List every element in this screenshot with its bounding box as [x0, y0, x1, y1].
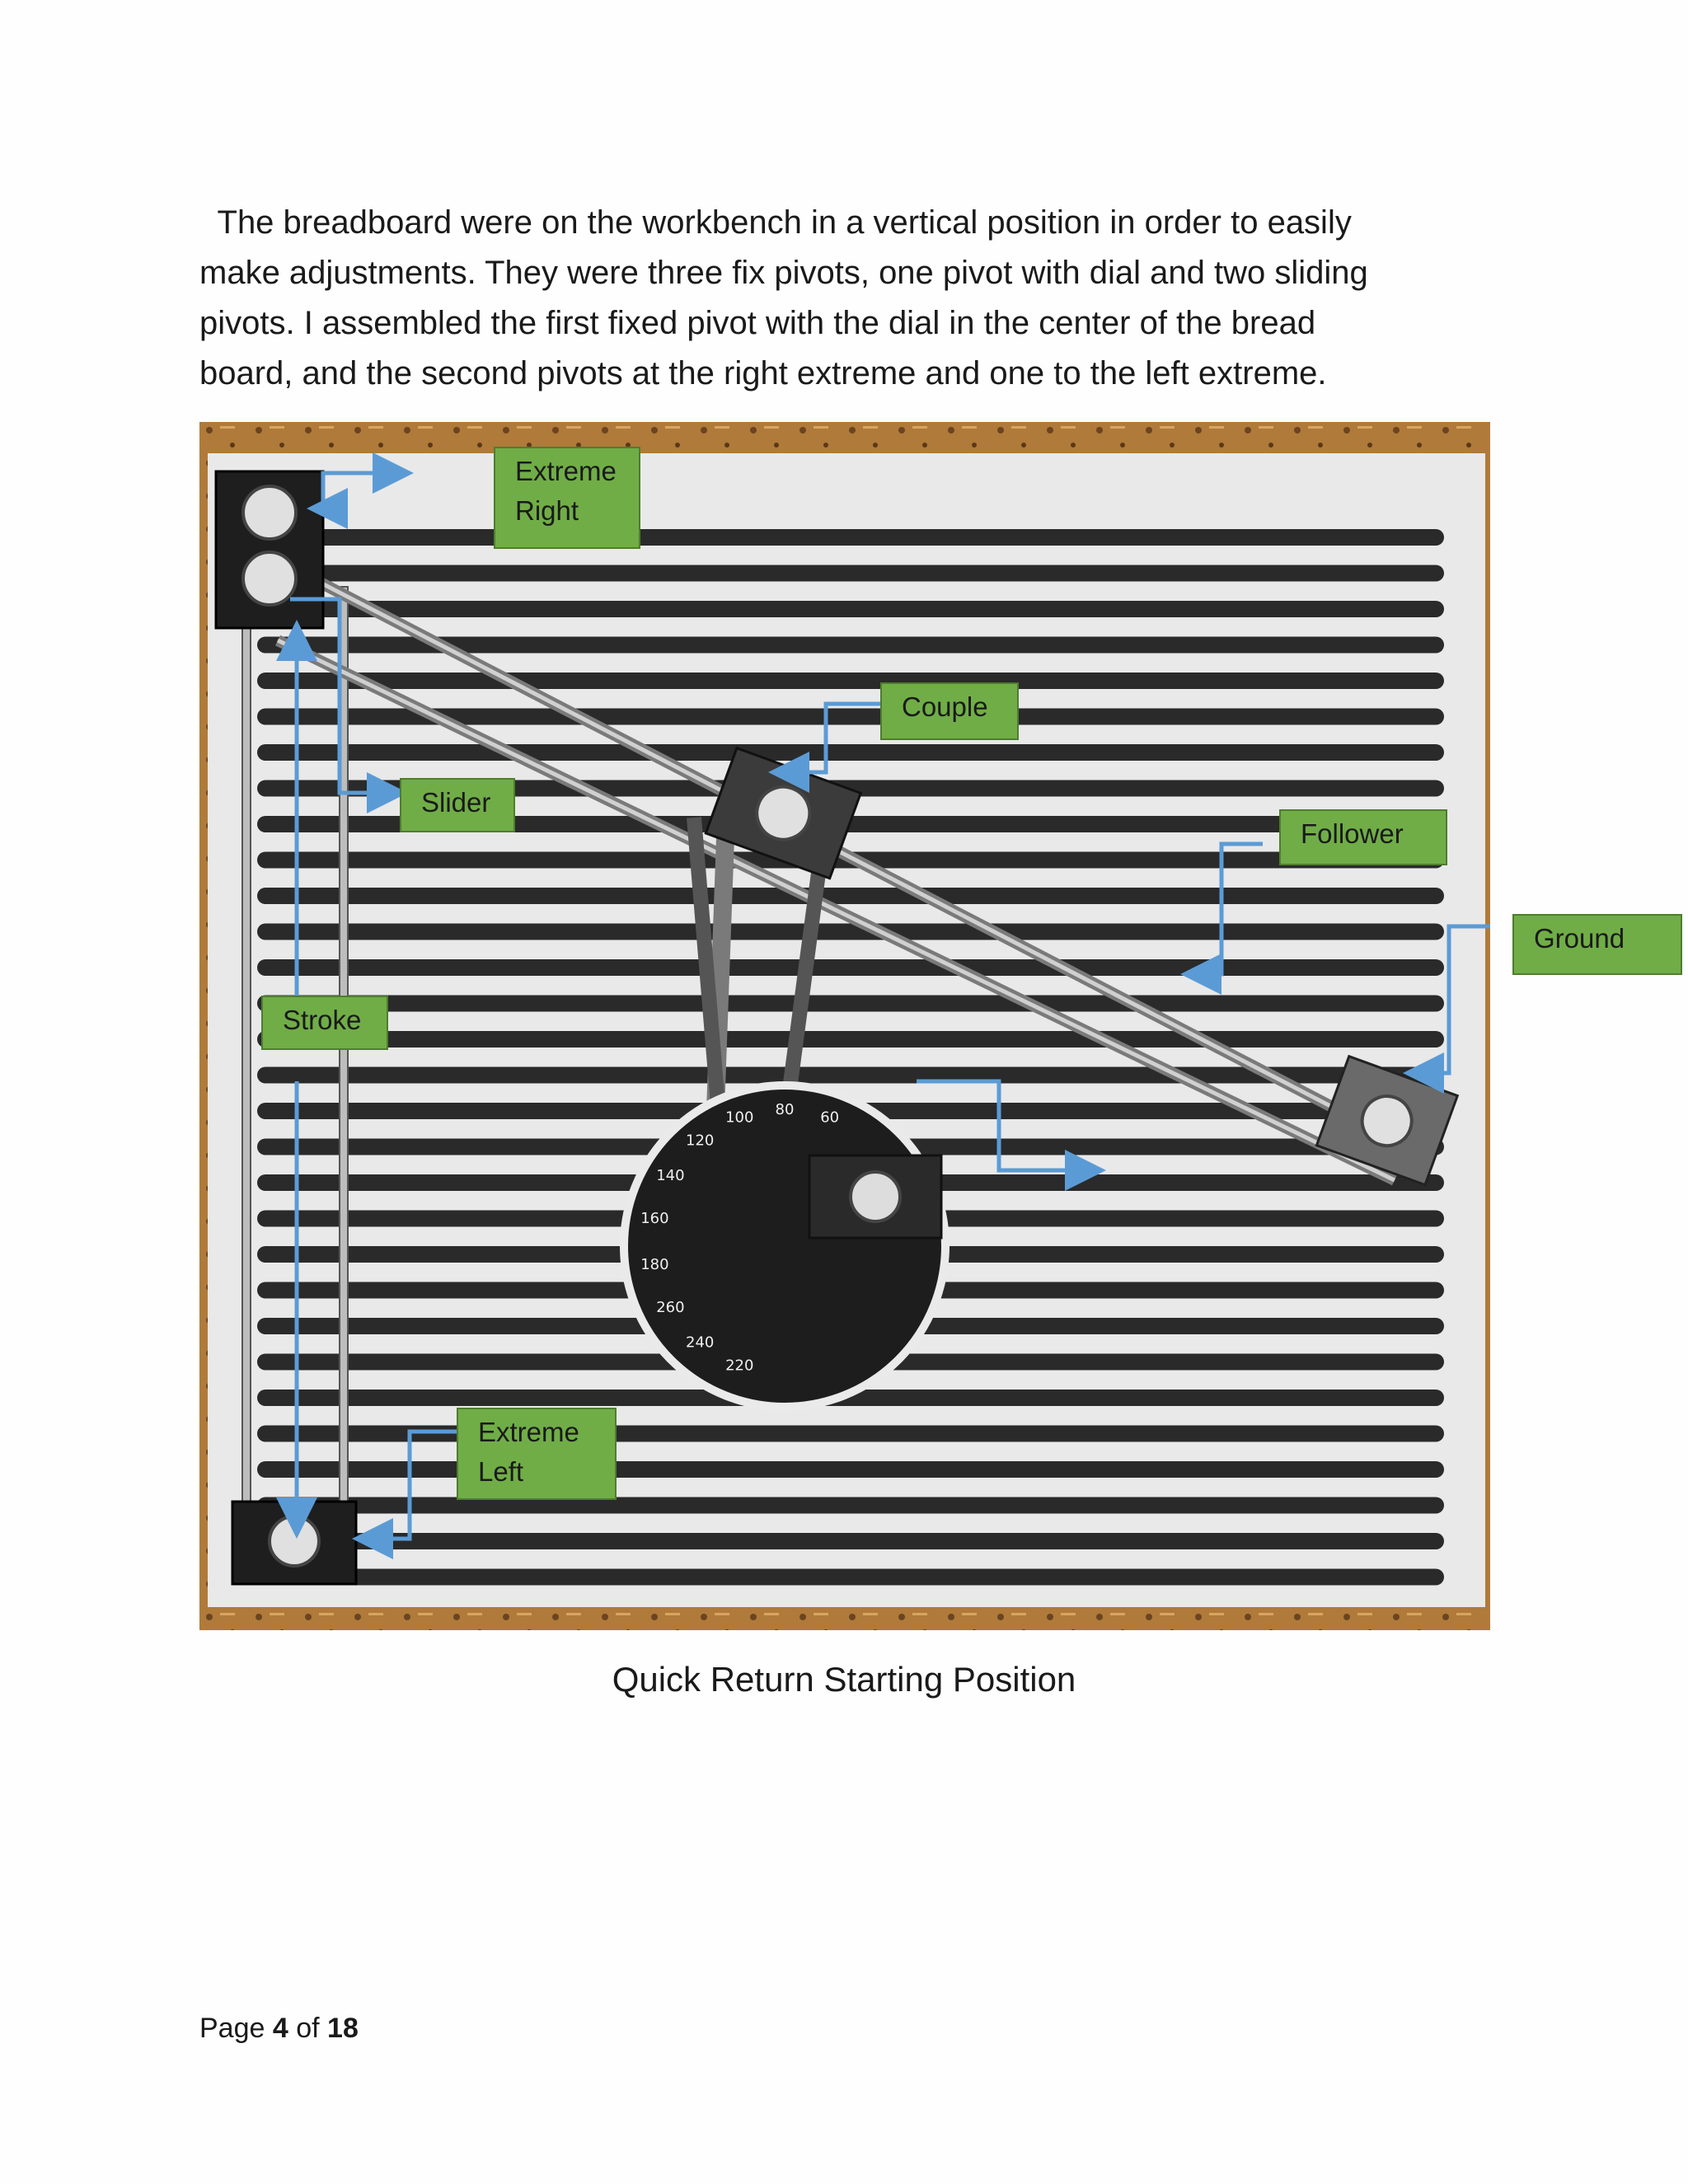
breadboard-slot	[257, 959, 1444, 976]
dial-tick-label: 100	[725, 1108, 754, 1127]
dial-tick-label: 260	[656, 1299, 685, 1316]
breadboard-slot	[257, 1533, 1444, 1549]
mechanism-photo-figure	[199, 422, 1625, 1630]
breadboard-slot	[257, 601, 1444, 617]
page-prefix: Page	[199, 2013, 265, 2044]
dial-tick-label: 140	[656, 1167, 685, 1184]
page-current: 4	[272, 2013, 288, 2044]
dial-tick-label: 160	[640, 1210, 669, 1228]
page-of: of	[296, 2013, 320, 2044]
breadboard-slot	[257, 1497, 1444, 1514]
dial-tick-label: 220	[725, 1357, 754, 1375]
dial-tick-label: 120	[686, 1132, 715, 1150]
paragraph-line: make adjustments. They were three fix pivots, one pivot with dial and two sliding	[199, 255, 1368, 291]
paragraph-line: board, and the second pivots at the right extreme and one to the left extreme.	[199, 355, 1327, 391]
label-ground: Ground	[1512, 914, 1682, 975]
label-stroke: Stroke	[261, 996, 388, 1050]
breadboard-slot	[257, 744, 1444, 761]
paragraph-line: pivots. I assembled the first fixed pivot with the dial in the center of the bread	[199, 305, 1316, 341]
breadboard-slot	[257, 673, 1444, 689]
breadboard-slot	[257, 888, 1444, 904]
dial-tick-label: 80	[775, 1101, 795, 1118]
breadboard-slot	[257, 996, 1444, 1012]
label-extreme-right: Extreme Right	[494, 447, 640, 549]
label-extreme-left: Extreme Left	[457, 1408, 617, 1500]
dial-protractor	[624, 1085, 945, 1407]
mechanism-photo	[199, 422, 1490, 1630]
label-follower: Follower	[1279, 809, 1447, 865]
page-footer	[199, 2008, 359, 2048]
breadboard-slot	[257, 924, 1444, 940]
breadboard-slot	[257, 1461, 1444, 1478]
dial-tick-label: 240	[686, 1333, 715, 1352]
breadboard-slot	[257, 565, 1444, 582]
label-couple: Couple	[880, 682, 1019, 740]
dial-tick-label: 180	[640, 1255, 669, 1273]
breadboard-slot	[257, 1569, 1444, 1586]
page-total: 18	[327, 2013, 359, 2044]
paragraph-line: The breadboard were on the workbench in a vertical position in order to easily	[199, 204, 1352, 241]
breadboard-slot	[257, 529, 1444, 546]
dial-tick-label: 60	[820, 1108, 840, 1127]
breadboard-slot	[257, 1031, 1444, 1047]
figure-caption: Quick Return Starting Position	[612, 1660, 1076, 1699]
body-paragraph	[199, 198, 1485, 399]
label-slider: Slider	[400, 778, 515, 832]
